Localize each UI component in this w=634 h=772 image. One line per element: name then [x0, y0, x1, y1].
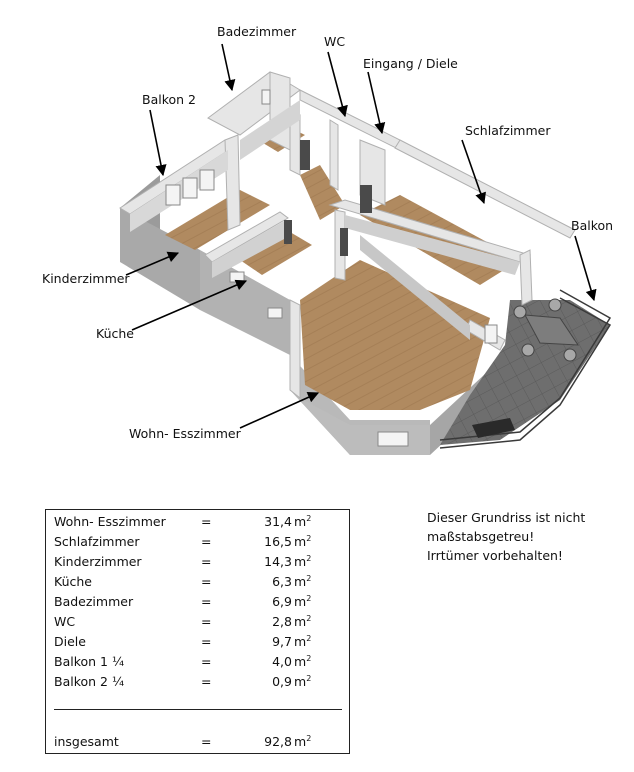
- area-value: 6,9: [272, 594, 292, 609]
- disclaimer-line: Dieser Grundriss ist nicht: [427, 510, 586, 525]
- disclaimer-note: [427, 508, 585, 565]
- equals-sign: =: [201, 534, 212, 549]
- equals-sign: =: [201, 554, 212, 569]
- equals-sign: =: [201, 614, 212, 629]
- area-value: 14,3: [264, 554, 292, 569]
- label-balkon: Balkon: [571, 218, 614, 233]
- area-room-name: Diele: [54, 634, 86, 649]
- label-eingang: Eingang / Diele: [363, 56, 458, 71]
- area-row: [54, 614, 344, 632]
- area-total-label: insgesamt: [54, 734, 119, 749]
- equals-sign: =: [201, 514, 212, 529]
- area-value: 2,8: [272, 614, 292, 629]
- equals-sign: =: [201, 734, 212, 749]
- area-room-name: Küche: [54, 574, 92, 589]
- equals-sign: =: [201, 634, 212, 649]
- area-unit: $m^2$: [294, 614, 312, 630]
- area-value: 4,0: [272, 654, 292, 669]
- area-unit: $m^2$: [294, 534, 312, 550]
- disclaimer-line: maßstabsgetreu!: [427, 529, 535, 544]
- area-unit: $m^2$: [294, 594, 312, 610]
- area-value: 0,9: [272, 674, 292, 689]
- area-row: [54, 534, 344, 552]
- label-kinderzimmer: Kinderzimmer: [42, 271, 130, 286]
- area-value: 16,5: [264, 534, 292, 549]
- equals-sign: =: [201, 574, 212, 589]
- label-badezimmer: Badezimmer: [217, 24, 297, 39]
- area-room-name: Schlafzimmer: [54, 534, 140, 549]
- area-unit: $m^2$: [294, 734, 312, 750]
- area-room-name: Balkon 1 ¼: [54, 654, 125, 669]
- equals-sign: =: [201, 674, 212, 689]
- area-total-row: [54, 734, 344, 752]
- area-row: [54, 594, 344, 612]
- label-wc: WC: [324, 34, 346, 49]
- area-unit: $m^2$: [294, 554, 312, 570]
- area-room-name: Badezimmer: [54, 594, 134, 609]
- area-value: 6,3: [272, 574, 292, 589]
- table-divider: [54, 709, 342, 710]
- area-row: [54, 654, 344, 672]
- area-row: [54, 554, 344, 572]
- label-balkon-2: Balkon 2: [142, 92, 196, 107]
- area-row: [54, 514, 344, 532]
- equals-sign: =: [201, 594, 212, 609]
- label-schlafzimmer: Schlafzimmer: [465, 123, 551, 138]
- area-unit: $m^2$: [294, 574, 312, 590]
- area-row: [54, 574, 344, 592]
- area-room-name: Kinderzimmer: [54, 554, 142, 569]
- area-value: 9,7: [272, 634, 292, 649]
- equals-sign: =: [201, 654, 212, 669]
- area-unit: $m^2$: [294, 674, 312, 690]
- area-table: [45, 509, 350, 754]
- area-value: 31,4: [264, 514, 292, 529]
- area-unit: $m^2$: [294, 514, 312, 530]
- area-room-name: WC: [54, 614, 76, 629]
- area-room-name: Balkon 2 ¼: [54, 674, 125, 689]
- disclaimer-line: Irrtümer vorbehalten!: [427, 548, 563, 563]
- area-row: [54, 634, 344, 652]
- area-total-value: 92,8: [264, 734, 292, 749]
- label-wohn-esszimmer: Wohn- Esszimmer: [129, 426, 241, 441]
- area-unit: $m^2$: [294, 634, 312, 650]
- area-room-name: Wohn- Esszimmer: [54, 514, 166, 529]
- area-unit: $m^2$: [294, 654, 312, 670]
- floor-wohn: [300, 260, 490, 410]
- area-row: [54, 674, 344, 692]
- label-kueche: Küche: [96, 326, 134, 341]
